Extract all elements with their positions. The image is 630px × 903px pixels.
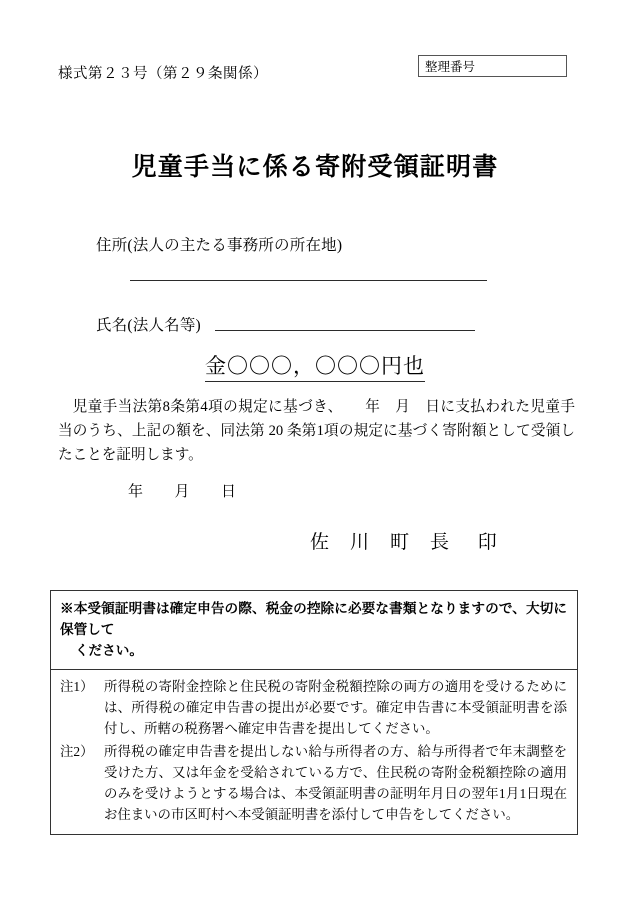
certification-date-line[interactable]: 年 月 日 — [128, 484, 237, 500]
name-field-row — [96, 313, 475, 335]
note-text: 所得税の寄附金控除と住民税の寄附金税額控除の両方の適用を受けるためには、所得税の確定申告書の提出が必要です。確定申告書に本受領証明書を添付し、所轄の税務署へ確定申告書を提出してください。 — [104, 679, 567, 736]
signature-block — [310, 527, 498, 554]
certification-paragraph — [58, 395, 575, 467]
notes-box — [50, 590, 578, 835]
list-item — [60, 741, 567, 825]
seal-icon: 印 — [477, 532, 498, 553]
amount-row — [0, 350, 630, 382]
notes-header-line2: ください。 — [74, 643, 143, 658]
list-item — [60, 676, 567, 739]
form-number: 様式第２３号（第２９条関係） — [58, 66, 268, 82]
reference-number-box[interactable] — [418, 55, 567, 77]
reference-number-label: 整理番号 — [425, 60, 476, 74]
page-title: 児童手当に係る寄附受領証明書 — [131, 154, 499, 181]
address-input-rule[interactable] — [130, 280, 487, 281]
note-marker: 注1） — [60, 679, 94, 694]
signer-name: 佐 川 町 長 — [310, 532, 451, 553]
notes-header-line1: ※本受領証明書は確定申告の際、税金の控除に必要な書類となりますので、大切に保管して — [60, 601, 567, 637]
notes-header — [51, 591, 577, 670]
note-text: 所得税の確定申告書を提出しない給与所得者の方、給与所得者で年末調整を受けた方、又は年金を受給されている方で、住民税の寄附金税額控除の適用のみを受けようとする場合は、本受領証明書の証明年月日の翌年1月1日現在お住まいの市区町村へ本受領証明書を添付して申告をしてください。 — [104, 744, 567, 822]
amount-value[interactable]: 金〇〇〇，〇〇〇円也 — [205, 350, 425, 382]
certification-paragraph-text: 児童手当法第8条第4項の規定に基づき、 年 月 日に支払われた児童手当のうち、上記の額を、同法第 20 条第1項の規定に基づく寄附額として受領したことを証明します。 — [58, 399, 575, 463]
notes-list — [51, 670, 577, 834]
name-field-label: 氏名(法人名等) — [96, 317, 201, 334]
name-input-rule[interactable] — [215, 330, 475, 331]
address-field-label: 住所(法人の主たる事務所の所在地) — [96, 237, 343, 254]
note-marker: 注2） — [60, 744, 94, 759]
